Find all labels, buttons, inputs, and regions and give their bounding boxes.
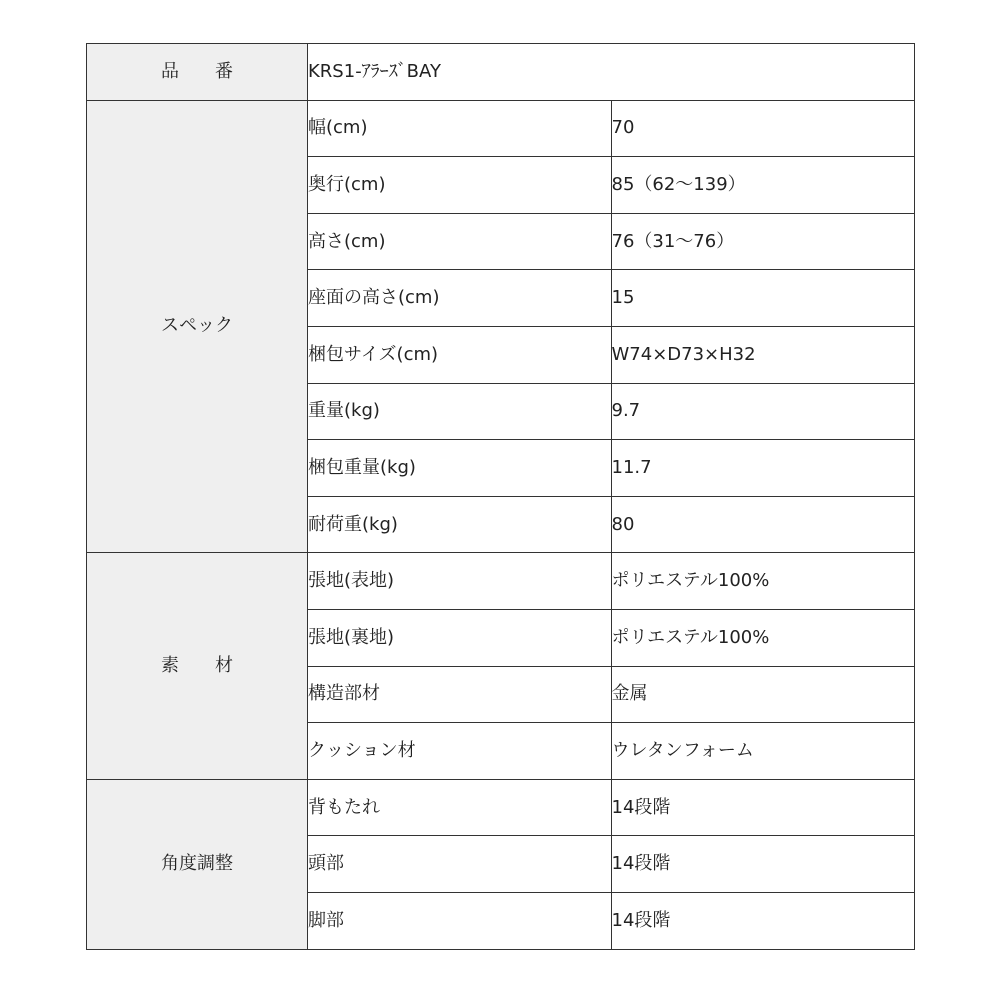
row-label: 幅(cm) (308, 100, 612, 157)
row-label: 梱包重量(kg) (308, 440, 612, 497)
angle-group-label: 角度調整 (87, 779, 308, 949)
row-value: 14段階 (611, 836, 915, 893)
row-value: 70 (611, 100, 915, 157)
row-label: クッション材 (308, 723, 612, 780)
row-value: ウレタンフォーム (611, 723, 915, 780)
row-value: 85（62〜139） (611, 157, 915, 214)
row-label: 座面の高さ(cm) (308, 270, 612, 327)
row-label: 重量(kg) (308, 383, 612, 440)
row-label: 頭部 (308, 836, 612, 893)
row-value: 11.7 (611, 440, 915, 497)
row-label: 脚部 (308, 892, 612, 949)
row-value: 80 (611, 496, 915, 553)
table-row (87, 100, 915, 157)
row-value: 15 (611, 270, 915, 327)
product-number-row (87, 44, 915, 101)
row-value: ポリエステル100% (611, 609, 915, 666)
row-label: 高さ(cm) (308, 213, 612, 270)
product-number-value: KRS1-ｱﾗｰｽﾞBAY (308, 44, 915, 101)
row-label: 梱包サイズ(cm) (308, 326, 612, 383)
spec-table-body (87, 44, 915, 950)
row-value: 76（31〜76） (611, 213, 915, 270)
row-value: ポリエステル100% (611, 553, 915, 610)
spec-group-label: スペック (87, 100, 308, 553)
row-value: 14段階 (611, 892, 915, 949)
row-value: W74×D73×H32 (611, 326, 915, 383)
table-row (87, 553, 915, 610)
row-value: 9.7 (611, 383, 915, 440)
row-label: 張地(表地) (308, 553, 612, 610)
row-value: 金属 (611, 666, 915, 723)
product-number-label: 品 番 (87, 44, 308, 101)
row-value: 14段階 (611, 779, 915, 836)
row-label: 背もたれ (308, 779, 612, 836)
table-row (87, 779, 915, 836)
row-label: 構造部材 (308, 666, 612, 723)
row-label: 張地(裏地) (308, 609, 612, 666)
spec-table (86, 43, 915, 950)
material-group-label: 素 材 (87, 553, 308, 779)
row-label: 奥行(cm) (308, 157, 612, 214)
row-label: 耐荷重(kg) (308, 496, 612, 553)
